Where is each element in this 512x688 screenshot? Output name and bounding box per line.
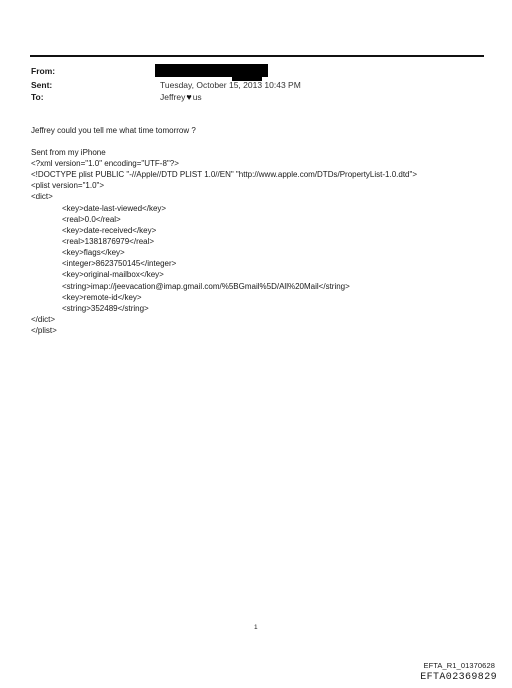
plist-line: <key>flags</key> <box>62 248 125 257</box>
plist-line: <string>352489</string> <box>62 304 149 313</box>
message-question: Jeffrey could you tell me what time tomorrow ? <box>31 126 196 135</box>
header-divider <box>30 55 484 57</box>
plist-line: <plist version="1.0"> <box>31 181 105 190</box>
plist-line: </dict> <box>31 315 56 324</box>
from-label: From: <box>31 66 56 76</box>
plist-line: <key>date-last-viewed</key> <box>62 204 167 213</box>
plist-line: <?xml version="1.0" encoding="UTF-8"?> <box>31 159 179 168</box>
plist-line: <integer>8623750145</integer> <box>62 259 177 268</box>
plist-line: <dict> <box>31 192 53 201</box>
heart-icon: ♥ <box>186 92 192 102</box>
sent-value: Tuesday, October 15, 2013 10:43 PM <box>160 80 301 90</box>
page-number: 1 <box>254 624 258 631</box>
sent-label: Sent: <box>31 80 53 90</box>
plist-line: <real>1381876979</real> <box>62 237 155 246</box>
to-name-suffix: us <box>192 92 202 102</box>
plist-line: <!DOCTYPE plist PUBLIC "-//Apple//DTD PLIST 1.0//EN" "http://www.apple.com/DTDs/PropertyList-1.0.dtd"> <box>31 170 418 179</box>
to-name-prefix: Jeffrey <box>160 92 186 102</box>
plist-line: </plist> <box>31 326 57 335</box>
to-value <box>160 92 202 102</box>
bates-number-small: EFTA_R1_01370628 <box>423 661 495 670</box>
plist-line: <key>remote-id</key> <box>62 293 142 302</box>
redaction-block <box>155 64 268 77</box>
plist-line: <key>original-mailbox</key> <box>62 270 164 279</box>
plist-line: <string>imap://jeevacation@imap.gmail.com/%5BGmail%5D/All%20Mail</string> <box>62 282 350 291</box>
bates-number-large: EFTA02369829 <box>420 672 497 683</box>
message-signature: Sent from my iPhone <box>31 148 106 157</box>
plist-line: <key>date-received</key> <box>62 226 157 235</box>
plist-line: <real>0.0</real> <box>62 215 121 224</box>
to-label: To: <box>31 92 44 102</box>
